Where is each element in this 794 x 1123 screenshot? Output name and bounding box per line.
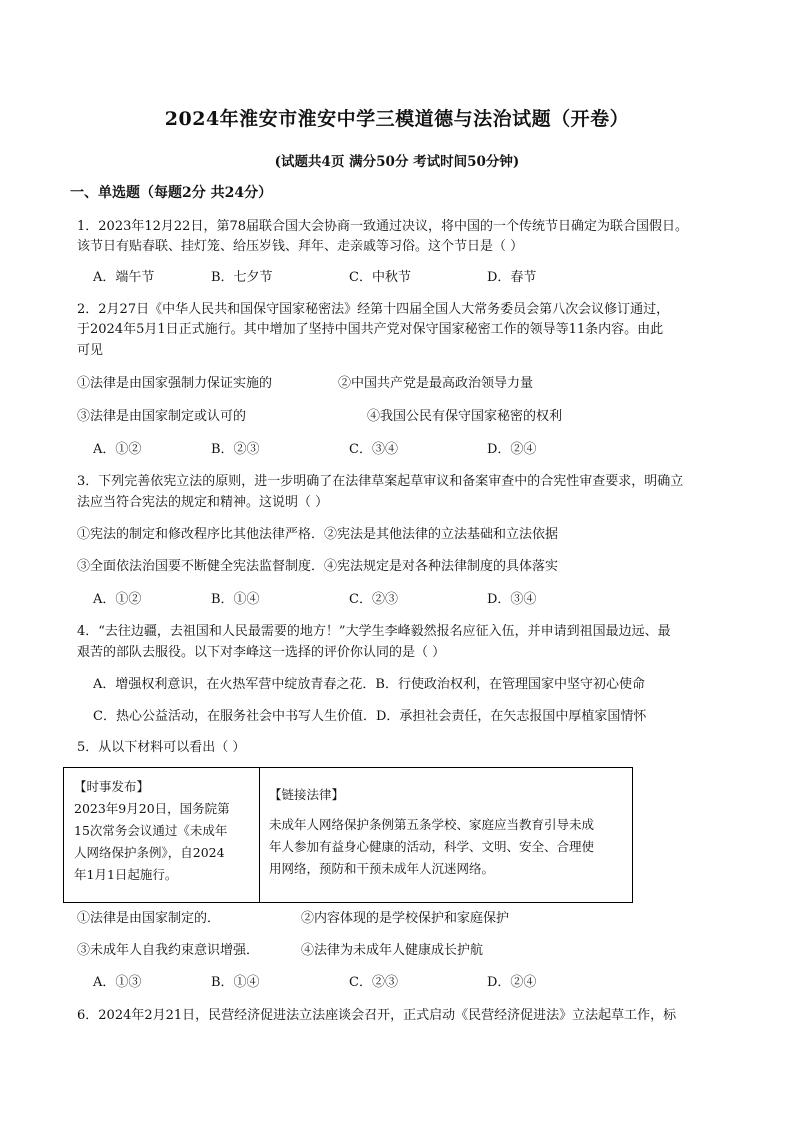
- q2-option-b[interactable]: B．②③: [211, 442, 260, 457]
- q2-option-d[interactable]: D．②④: [487, 442, 537, 457]
- exam-subtitle: (试题共4页 满分50分 考试时间50分钟): [274, 154, 520, 170]
- q2-stem-line-3: 可见: [77, 343, 104, 358]
- q2-statement-1: ①法律是由国家强制力保证实施的: [77, 376, 273, 391]
- q5-law-heading: 【链接法律】: [269, 787, 345, 802]
- q3-option-b[interactable]: B．①④: [211, 592, 260, 607]
- q5-statement-1: ①法律是由国家制定的．: [77, 911, 221, 926]
- q4-stem-line-2: 艰苦的部队去服役。以下对李峰这一选择的评价你认同的是（ ）: [77, 645, 446, 660]
- q3-option-c[interactable]: C．②③: [349, 592, 398, 607]
- q2-options: [93, 441, 713, 459]
- q5-law-line-1: 未成年人网络保护条例第五条学校、家庭应当教育引导未成: [269, 817, 595, 832]
- exam-title: 2024年淮安市淮安中学三模道德与法治试题（开卷）: [164, 108, 630, 130]
- q3-options: [93, 591, 713, 609]
- q4-stem-line-1: 4．“去往边疆，去祖国和人民最需要的地方！”大学生李峰毅然报名应征入伍，并申请到祖国最边远、最: [77, 624, 671, 639]
- q5-news-line-1: 2023年9月20日，国务院第: [74, 801, 230, 816]
- q5-statement-3: ③未成年人自我约束意识增强．: [77, 943, 260, 958]
- q5-news-line-2: 15次常务会议通过《未成年: [74, 823, 228, 838]
- q5-news-heading: 【时事发布】: [74, 779, 150, 794]
- section-heading: 一、单选题（每题2分 共24分）: [70, 185, 273, 201]
- q5-news-line-3: 人网络保护条例》，自2024: [74, 845, 225, 860]
- q5-statement-2: ②内容体现的是学校保护和家庭保护: [301, 911, 510, 926]
- q2-statements-row-2: [77, 408, 697, 426]
- q3-stem-line-2: 法应当符合宪法的规定和精神。这说明（ ）: [77, 495, 329, 510]
- q3-option-a[interactable]: A．①②: [93, 592, 142, 607]
- q5-statement-4: ④法律为未成年人健康成长护航: [301, 943, 484, 958]
- q5-law-cell: [269, 784, 627, 880]
- q5-options: [93, 974, 713, 992]
- table-divider: [259, 768, 260, 902]
- q1-stem-line-1: 1．2023年12月22日，第78届联合国大会协商一致通过决议，将中国的一个传统节日确定为联合国假日。: [77, 219, 688, 234]
- q3-stem-line-1: 3．下列完善依宪立法的原则，进一步明确了在法律草案起草审议和备案审查中的合宪性审查要求，明确立: [77, 474, 684, 489]
- q5-statements-row-2: [77, 942, 697, 960]
- q1-stem-line-2: 该节日有贴春联、挂灯笼、给压岁钱、拜年、走亲戚等习俗。这个节日是（ ）: [77, 239, 524, 254]
- q3-option-d[interactable]: D．③④: [487, 592, 537, 607]
- q2-option-c[interactable]: C．③④: [349, 442, 398, 457]
- q1-option-c[interactable]: C．中秋节: [349, 270, 411, 285]
- q6-stem-line-1: 6．2024年2月21日，民营经济促进法立法座谈会召开，正式启动《民营经济促进法》立法起草工作，标: [77, 1008, 677, 1023]
- q5-option-d[interactable]: D．②④: [487, 975, 537, 990]
- q5-news-line-4: 年1月1日起施行。: [74, 867, 178, 882]
- q3-statements-line-2: ③全面依法治国要不断健全宪法监督制度．④宪法规定是对各种法律制度的具体落实: [77, 559, 559, 574]
- q2-statement-2: ②中国共产党是最高政治领导力量: [338, 376, 534, 391]
- q3-statements-line-1: ①宪法的制定和修改程序比其他法律严格．②宪法是其他法律的立法基础和立法依据: [77, 527, 559, 542]
- q1-options: [93, 269, 713, 287]
- q5-material-table: [63, 767, 633, 903]
- q5-option-a[interactable]: A．①③: [93, 975, 142, 990]
- q2-option-a[interactable]: A．①②: [93, 442, 142, 457]
- q5-option-c[interactable]: C．②③: [349, 975, 398, 990]
- q5-statements-row-1: [77, 910, 697, 928]
- q4-options-line-1[interactable]: A．增强权利意识，在火热军营中绽放青春之花．B．行使政治权利，在管理国家中坚守初心使命: [93, 677, 645, 692]
- q2-statements-row-1: [77, 375, 697, 393]
- q5-law-line-3: 用网络，预防和干预未成年人沉迷网络。: [269, 861, 495, 876]
- q5-stem: 5．从以下材料可以看出（ ）: [77, 740, 246, 755]
- q5-law-line-2: 年人参加有益身心健康的活动，科学、文明、安全、合理使: [269, 839, 595, 854]
- q2-statement-4: ④我国公民有保守国家秘密的权利: [367, 409, 563, 424]
- q2-stem-line-2: 于2024年5月1日正式施行。其中增加了坚持中国共产党对保守国家秘密工作的领导等11条内容。由此: [77, 322, 664, 337]
- q2-stem-line-1: 2．2月27日《中华人民共和国保守国家秘密法》经第十四届全国人大常务委员会第八次会议修订通过，: [77, 302, 670, 317]
- q1-option-a[interactable]: A．端午节: [93, 270, 155, 285]
- q2-statement-3: ③法律是由国家制定或认可的: [77, 409, 247, 424]
- q5-news-cell: [74, 776, 256, 886]
- q5-option-b[interactable]: B．①④: [211, 975, 260, 990]
- q4-options-line-2[interactable]: C．热心公益活动，在服务社会中书写人生价值．D．承担社会责任，在矢志报国中厚植家国情怀: [93, 709, 647, 724]
- q1-option-d[interactable]: D．春节: [487, 270, 537, 285]
- q1-option-b[interactable]: B．七夕节: [211, 270, 273, 285]
